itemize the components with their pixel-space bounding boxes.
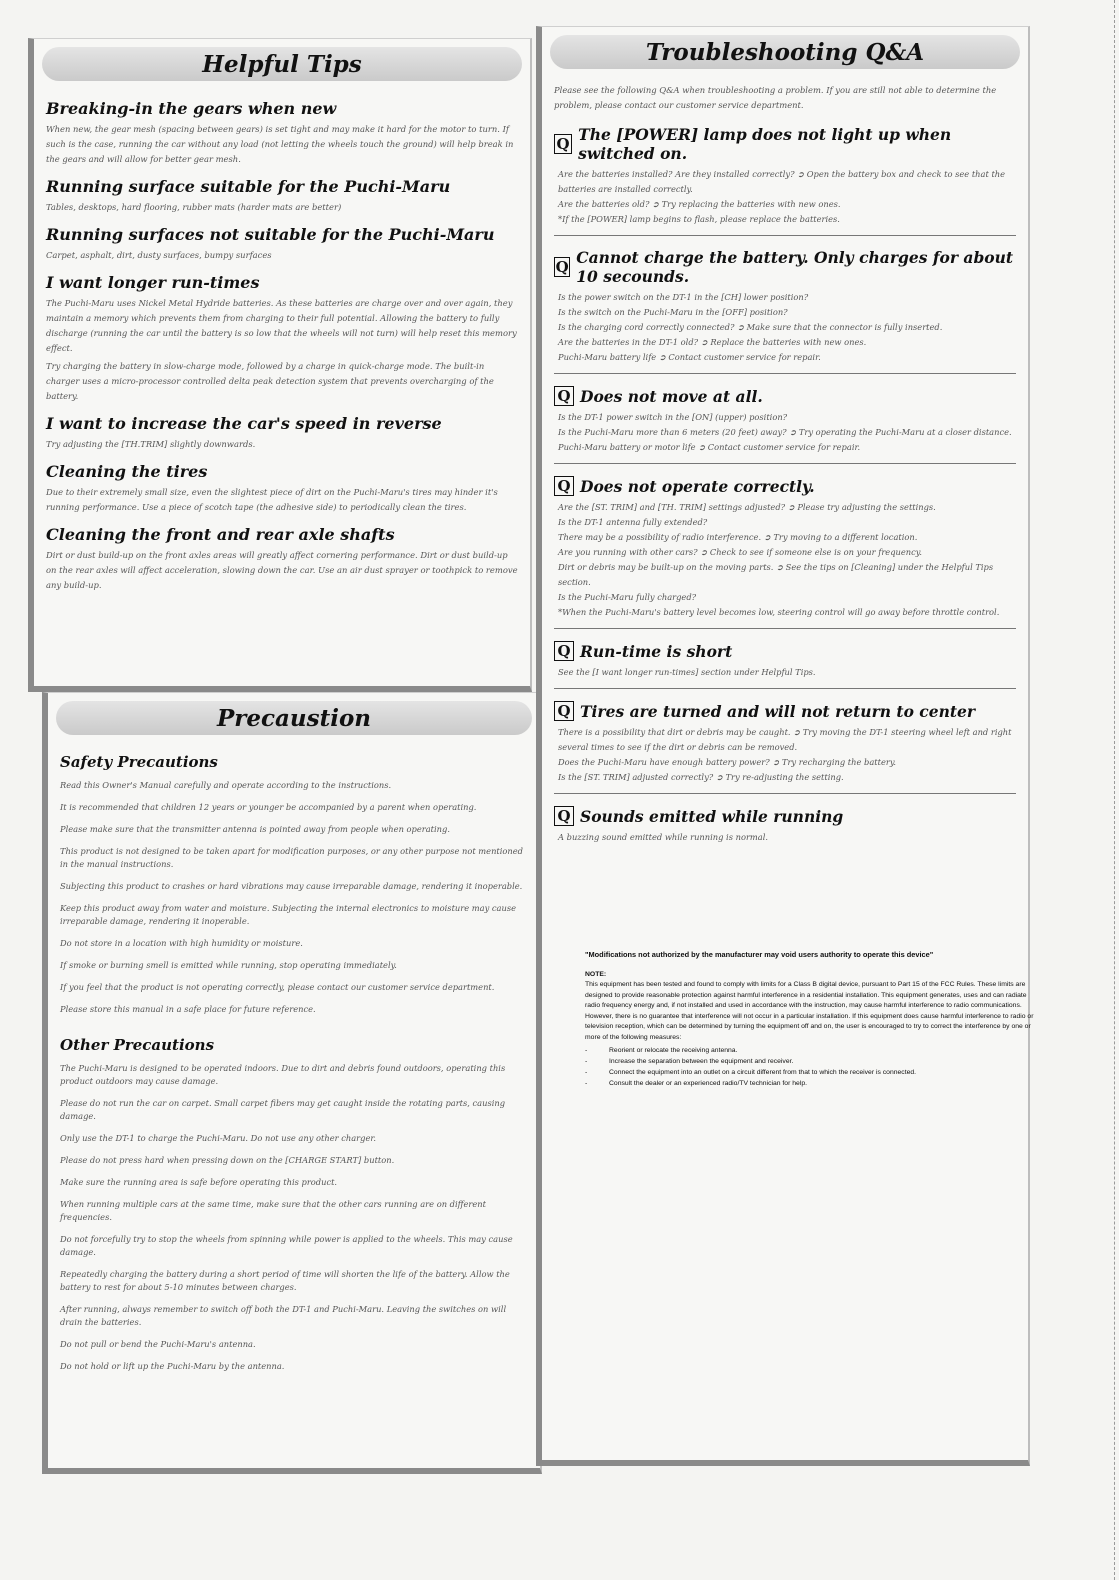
precaution-title: Precaustion bbox=[216, 704, 372, 732]
answer-line: Are the batteries in the DT-1 old? ➲ Replace the batteries with new ones. bbox=[558, 337, 867, 347]
precaution-panel bbox=[42, 692, 542, 1474]
tip-heading: Running surface suitable for the Puchi-Maru bbox=[46, 177, 451, 196]
precaution-item: Do not hold or lift up the Puchi-Maru by the antenna. bbox=[60, 1361, 285, 1371]
answer-line: Is the charging cord correctly connected? ➲ Make sure that the connector is fully inserted. bbox=[558, 322, 943, 332]
qa-block bbox=[554, 125, 1016, 236]
precaution-item: Please make sure that the transmitter antenna is pointed away from people when operating. bbox=[60, 824, 450, 834]
tip-heading: I want to increase the car's speed in reverse bbox=[46, 414, 442, 433]
bullet-dash: - bbox=[585, 1058, 588, 1065]
precaution-item: After running, always remember to switch off both the DT-1 and Puchi-Maru. Leaving the switches on will drain the batteries. bbox=[60, 1304, 507, 1327]
safety-precautions-heading: Safety Precautions bbox=[60, 753, 218, 771]
q-badge: Q bbox=[555, 258, 569, 276]
bullet-dash: - bbox=[585, 1069, 588, 1076]
fcc-measure bbox=[585, 1078, 1040, 1089]
answer-line: There is a possibility that dirt or debris may be caught. ➲ Try moving the DT-1 steering wheel left and right several times to see if the dirt or debris can be removed. bbox=[558, 727, 1012, 752]
precaution-item: If you feel that the product is not operating correctly, please contact our customer service department. bbox=[60, 982, 495, 992]
answer-line: A buzzing sound emitted while running is normal. bbox=[558, 832, 769, 842]
tip-text: Dirt or dust build-up on the front axles areas will greatly affect cornering performance. Dirt or dust build-up on the rear axles will affect acceleration, slowing down the car. Use an air dust sprayer or toothpick to remove any build-up. bbox=[46, 550, 518, 590]
tip-text: The Puchi-Maru uses Nickel Metal Hydride batteries. As these batteries are charge over and over again, they maintain a memory which prevents them from charging to their full potential. Allowing the battery to fully discharge (running the car until the battery is so low that the wheels will not turn) will help reset this memory effect. bbox=[46, 298, 517, 353]
fcc-measure-text: Connect the equipment into an outlet on a circuit different from that to which the receiver is connected. bbox=[609, 1069, 917, 1076]
fcc-measure-text: Consult the dealer or an experienced radio/TV technician for help. bbox=[609, 1080, 807, 1087]
question-text: Does not move at all. bbox=[580, 386, 763, 406]
precaution-item: Do not pull or bend the Puchi-Maru's antenna. bbox=[60, 1339, 256, 1349]
helpful-tips-header bbox=[42, 47, 522, 81]
question-text: Run-time is short bbox=[580, 641, 733, 661]
precaution-item: If smoke or burning smell is emitted while running, stop operating immediately. bbox=[60, 960, 397, 970]
question-row bbox=[554, 701, 1016, 721]
precaution-item: When running multiple cars at the same time, make sure that the other cars running are on different frequencies. bbox=[60, 1199, 486, 1222]
q-badge: Q bbox=[554, 641, 574, 661]
fcc-title: "Modifications not authorized by the manufacturer may void users authority to operate this device" bbox=[585, 950, 934, 959]
question-row bbox=[554, 806, 1016, 826]
precaution-body bbox=[48, 735, 540, 1373]
answer-line: Is the DT-1 power switch in the [ON] (upper) position? bbox=[558, 412, 788, 422]
qa-block bbox=[554, 806, 1016, 853]
precaution-item: Please do not run the car on carpet. Small carpet fibers may get caught inside the rotating parts, causing damage. bbox=[60, 1098, 506, 1121]
qa-block bbox=[554, 701, 1016, 794]
precaution-item: Only use the DT-1 to charge the Puchi-Maru. Do not use any other charger. bbox=[60, 1133, 377, 1143]
answer-line: Are the batteries old? ➲ Try replacing the batteries with new ones. bbox=[558, 199, 841, 209]
q-badge: Q bbox=[554, 386, 574, 406]
precaution-header bbox=[56, 701, 532, 735]
helpful-tips-body bbox=[34, 81, 530, 593]
answer-line: Are the [ST. TRIM] and [TH. TRIM] settings adjusted? ➲ Please try adjusting the settings. bbox=[558, 502, 936, 512]
fcc-measure bbox=[585, 1045, 1040, 1056]
qa-block bbox=[554, 386, 1016, 464]
tip-heading: Cleaning the tires bbox=[46, 462, 208, 481]
answer-line: Puchi-Maru battery or motor life ➲ Contact customer service for repair. bbox=[558, 442, 861, 452]
tip-text: Carpet, asphalt, dirt, dusty surfaces, bumpy surfaces bbox=[46, 250, 272, 260]
precaution-item: It is recommended that children 12 years or younger be accompanied by a parent when operating. bbox=[60, 802, 477, 812]
question-text: Tires are turned and will not return to center bbox=[580, 701, 976, 721]
precaution-item: Keep this product away from water and moisture. Subjecting the internal electronics to moisture may cause irreparable damage, rendering it inoperable. bbox=[60, 903, 517, 926]
qa-block bbox=[554, 248, 1016, 374]
answer-line: Is the switch on the Puchi-Maru in the [OFF] position? bbox=[558, 307, 788, 317]
answer-line: Is the [ST. TRIM] adjusted correctly? ➲ Try re-adjusting the setting. bbox=[558, 772, 844, 782]
question-row bbox=[554, 125, 1016, 163]
fcc-measure bbox=[585, 1067, 1040, 1078]
fcc-note-label: NOTE: bbox=[585, 971, 607, 978]
troubleshooting-intro: Please see the following Q&A when troubleshooting a problem. If you are still not able to determine the problem, please contact our customer service department. bbox=[554, 85, 997, 110]
answer-line: Does the Puchi-Maru have enough battery power? ➲ Try recharging the battery. bbox=[558, 757, 897, 767]
tip-text: Due to their extremely small size, even the slightest piece of dirt on the Puchi-Maru's tires may hinder it's running performance. Use a piece of scotch tape (the adhesive side) to periodically clean the tires. bbox=[46, 487, 498, 512]
fcc-text: This equipment has been tested and found to comply with limits for a Class B digital device, pursuant to Part 15 of the FCC Rules. These limits are designed to provide reasonable protection against harmful interference in a residential installation. This equipment generates, uses and can radiate radio frequency energy and, if not installed and used in accordance with the instruction, may cause harmful interference to radio communications. However, there is no guarantee that interference will not occur in a particular installation. If this equipment does cause harmful interference to radio or television reception, which can be determined by turning the equipment off and on, the user is encouraged to try to correct the interference by one or more of the following measures: bbox=[585, 981, 1034, 1041]
page-edge bbox=[1114, 0, 1115, 1580]
answer-line: *When the Puchi-Maru's battery level becomes low, steering control will go away before throttle control. bbox=[558, 607, 1000, 617]
troubleshooting-header bbox=[550, 35, 1020, 69]
answer-line: Is the power switch on the DT-1 in the [CH] lower position? bbox=[558, 292, 809, 302]
tip-text: Tables, desktops, hard flooring, rubber mats (harder mats are better) bbox=[46, 202, 342, 212]
fcc-measure-text: Increase the separation between the equipment and receiver. bbox=[609, 1058, 794, 1065]
precaution-item: This product is not designed to be taken apart for modification purposes, or any other purpose not mentioned in the manual instructions. bbox=[60, 846, 523, 869]
tip-text: Try charging the battery in slow-charge mode, followed by a charge in quick-charge mode. The built-in charger uses a micro-processor controlled delta peak detection system that prevents overcharging of the battery. bbox=[46, 361, 494, 401]
answer-line: Is the Puchi-Maru more than 6 meters (20 feet) away? ➲ Try operating the Puchi-Maru at a closer distance. bbox=[558, 427, 1012, 437]
precaution-item: Subjecting this product to crashes or hard vibrations may cause irreparable damage, rendering it inoperable. bbox=[60, 881, 523, 891]
other-precautions-heading: Other Precautions bbox=[60, 1036, 215, 1054]
helpful-tips-title: Helpful Tips bbox=[202, 50, 362, 78]
precaution-item: Do not forcefully try to stop the wheels from spinning while power is applied to the wheels. This may cause damage. bbox=[60, 1234, 513, 1257]
question-row bbox=[554, 248, 1016, 286]
answer-line: Puchi-Maru battery life ➲ Contact customer service for repair. bbox=[558, 352, 821, 362]
answer-line: Is the DT-1 antenna fully extended? bbox=[558, 517, 708, 527]
question-row bbox=[554, 641, 1016, 661]
precaution-item: Please store this manual in a safe place for future reference. bbox=[60, 1004, 316, 1014]
tip-heading: Cleaning the front and rear axle shafts bbox=[46, 525, 395, 544]
tip-heading: Breaking-in the gears when new bbox=[46, 99, 337, 118]
fcc-measure-text: Reorient or relocate the receiving antenna. bbox=[609, 1047, 738, 1054]
troubleshooting-title: Troubleshooting Q&A bbox=[645, 38, 925, 66]
question-row bbox=[554, 386, 1016, 406]
troubleshooting-panel bbox=[536, 26, 1030, 1466]
answer-line: Are the batteries installed? Are they installed correctly? ➲ Open the battery box and check to see that the batteries are installed correctly. bbox=[558, 169, 1006, 194]
tip-heading: Running surfaces not suitable for the Puchi-Maru bbox=[46, 225, 495, 244]
q-badge: Q bbox=[554, 701, 574, 721]
q-badge: Q bbox=[554, 476, 574, 496]
answer-line: Dirt or debris may be built-up on the moving parts. ➲ See the tips on [Cleaning] under the Helpful Tips section. bbox=[558, 562, 994, 587]
precaution-item: Please do not press hard when pressing down on the [CHARGE START] button. bbox=[60, 1155, 395, 1165]
bullet-dash: - bbox=[585, 1080, 588, 1087]
question-text: Does not operate correctly. bbox=[580, 476, 815, 496]
bullet-dash: - bbox=[585, 1047, 588, 1054]
tip-text: Try adjusting the [TH.TRIM] slightly downwards. bbox=[46, 439, 256, 449]
precaution-item: Read this Owner's Manual carefully and operate according to the instructions. bbox=[60, 780, 392, 790]
precaution-item: Repeatedly charging the battery during a short period of time will shorten the life of the battery. Allow the battery to rest for about 5-10 minutes between charges. bbox=[60, 1269, 510, 1292]
question-text: Cannot charge the battery. Only charges for about 10 secounds. bbox=[576, 248, 1014, 286]
answer-line: There may be a possibility of radio interference. ➲ Try moving to a different location. bbox=[558, 532, 918, 542]
fcc-measure bbox=[585, 1056, 1040, 1067]
helpful-tips-panel bbox=[28, 38, 532, 692]
answer-line: Are you running with other cars? ➲ Check to see if someone else is on your frequency. bbox=[558, 547, 922, 557]
answer-line: See the [I want longer run-times] section under Helpful Tips. bbox=[558, 667, 816, 677]
precaution-item: The Puchi-Maru is designed to be operated indoors. Due to dirt and debris found outdoors, operating this product outdoors may cause damage. bbox=[60, 1063, 506, 1086]
question-row bbox=[554, 476, 1016, 496]
tip-heading: I want longer run-times bbox=[46, 273, 260, 292]
fcc-measures bbox=[585, 1045, 1040, 1089]
question-text: Sounds emitted while running bbox=[580, 806, 844, 826]
qa-block bbox=[554, 476, 1016, 629]
q-badge: Q bbox=[554, 806, 574, 826]
precaution-item: Do not store in a location with high humidity or moisture. bbox=[60, 938, 303, 948]
fcc-statement bbox=[585, 950, 1040, 1089]
qa-block bbox=[554, 641, 1016, 689]
troubleshooting-body bbox=[542, 69, 1028, 853]
tip-text: When new, the gear mesh (spacing between gears) is set tight and may make it hard for the motor to turn. If such is the case, running the car without any load (not letting the wheels touch the ground) will help break in the gears and will allow for better gear mesh. bbox=[46, 124, 514, 164]
question-text: The [POWER] lamp does not light up when switched on. bbox=[578, 125, 952, 163]
answer-line: Is the Puchi-Maru fully charged? bbox=[558, 592, 697, 602]
precaution-item: Make sure the running area is safe before operating this product. bbox=[60, 1177, 338, 1187]
answer-line: *If the [POWER] lamp begins to flash, please replace the batteries. bbox=[558, 214, 840, 224]
q-badge: Q bbox=[554, 134, 572, 154]
